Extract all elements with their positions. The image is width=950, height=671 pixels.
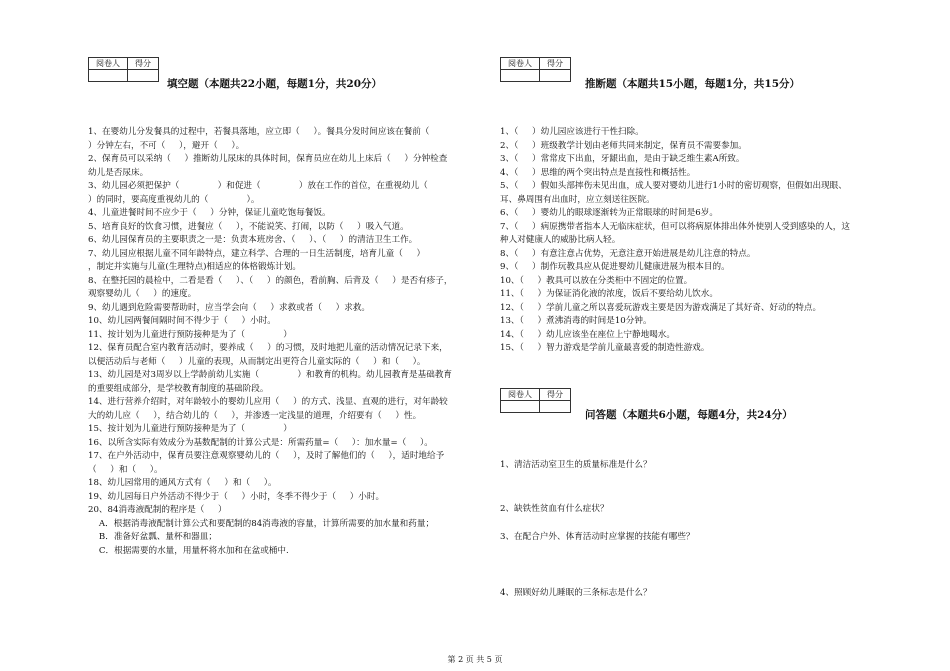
- question-line: A．根据消毒液配制计算公式和要配制的84消毒液的容量，计算所需要的加水量和药量；: [88, 518, 435, 529]
- question-line: 14、（ ）幼儿应该坐在座位上宁静地喝水。: [500, 329, 675, 340]
- question-line: 16、以所含实际有效成分为基数配制的计算公式是：所需药量=（ ）：加水量=（ ）。: [88, 437, 433, 448]
- question-line: 1、在婴幼儿分发餐具的过程中，若餐具落地，应立即（ ）。餐具分发时间应该在餐前（: [88, 127, 430, 137]
- grader-cell[interactable]: [89, 70, 128, 82]
- score-table-judge: [500, 57, 571, 82]
- grader-header: 阅卷人: [89, 58, 128, 70]
- question-line: 5、培育良好的饮食习惯，进餐应（ ），不能说笑、打闹，以防（ ）吸入气道。: [88, 221, 409, 232]
- question-line: C．根据需要的水量，用量杯将水加和在盆或桶中.: [88, 545, 289, 556]
- question-line: 19、幼儿园每日户外活动不得少于（ ）小时，冬季不得少于（ ）小时。: [88, 491, 385, 502]
- question-line: ）分钟左右，不可（ ），避开（ ）。: [88, 140, 245, 151]
- grader-cell[interactable]: [501, 401, 540, 413]
- fill-in-questions: [88, 126, 452, 558]
- question-line: 2、保育员可以采纳（ ）推断幼儿尿床的具体时间，保育员应在幼儿上床后（ ）分钟检查: [88, 154, 448, 164]
- question-line: 6、（ ）婴幼儿的眼球逐渐转为正常眼球的时间是6岁。: [500, 208, 718, 218]
- question-line: 4、（ ）思维的两个突出特点是直接性和概括性。: [500, 167, 696, 178]
- question-line: 7、（ ）病原携带者指本人无临床症状，但可以将病原体排出体外使别人受到感染的人，这: [500, 221, 850, 232]
- score-cell[interactable]: [540, 401, 571, 413]
- question-line: 4、儿童进餐时间不应少于（ ）分钟，保证儿童吃饱每餐饭。: [88, 208, 331, 218]
- question-line: ）的同时，要高度重视幼儿的（ ）。: [88, 194, 260, 205]
- question-line: 3、幼儿园必须把保护（ ）和促进（ ）放在工作的首位，在重视幼儿（: [88, 181, 428, 191]
- question-line: 8、在整托园的晨检中，二看是看（ ）、（ ）的颜色，看前胸、后背及（ ）是否有疹子，: [88, 275, 453, 286]
- question-line: 以便活动后与老师（ ）儿童的表现，从而制定出更符合儿童实际的（ ）和（ ）。: [88, 356, 426, 367]
- question-line: 2、（ ）班级教学计划由老师共同来制定，保育员不需要参加。: [500, 140, 747, 151]
- question-line: 12、（ ）学前儿童之所以喜爱玩游戏主要是因为游戏满足了其好奇、好动的特点。: [500, 302, 822, 313]
- score-header: 得分: [540, 389, 571, 401]
- question-line: B．准备好盆瓢、量杯和器皿；: [88, 532, 217, 542]
- qa-question: 1、清洁活动室卫生的质量标准是什么？: [500, 460, 652, 470]
- score-cell[interactable]: [540, 70, 571, 82]
- question-line: （ ）和（ ）。: [88, 464, 163, 475]
- question-line: 11、（ ）为保证消化液的浓度，饭后不要给幼儿饮水。: [500, 289, 718, 299]
- question-line: 20、84消毒液配制的程序是（ ）: [88, 505, 227, 515]
- question-line: 17、在户外活动中，保育员要注意观察婴幼儿的（ ），及时了解他们的（ ），适时地给予: [88, 451, 445, 461]
- score-cell[interactable]: [128, 70, 159, 82]
- grader-header: 阅卷人: [501, 389, 540, 401]
- question-line: 耳、鼻周围有出血时，应立刻送往医院。: [500, 194, 655, 205]
- question-line: 观察婴幼儿（ ）的速度。: [88, 289, 197, 299]
- question-line: 9、（ ）制作玩教具应从促进婴幼儿健康进展为根本目的。: [500, 262, 730, 272]
- qa-section-title: 问答题（本题共6小题，每题4分，共24分）: [585, 409, 793, 421]
- score-table-qa: [500, 388, 571, 413]
- question-line: 5、（ ）假如头部摔伤未见出血，成人要对婴幼儿进行1小时的密切观察，但假如出现眼、: [500, 181, 847, 191]
- grader-cell[interactable]: [501, 70, 540, 82]
- question-line: 7、幼儿园应根据儿童不同年龄特点，建立科学、合理的一日生活制度，培育儿童（ ）: [88, 248, 426, 259]
- question-line: 18、幼儿园常用的通风方式有（ ）和（ ）。: [88, 478, 277, 488]
- score-header: 得分: [128, 58, 159, 70]
- grader-header: 阅卷人: [501, 58, 540, 70]
- question-line: 14、进行营养介绍时，对年龄较小的婴幼儿应用（ ）的方式、浅显、直观的进行，对年龄较: [88, 397, 448, 407]
- question-line: 15、（ ）智力游戏是学前儿童最喜爱的制造性游戏。: [500, 343, 710, 353]
- fill-in-section-title: 填空题（本题共22小题，每题1分，共20分）: [167, 78, 383, 90]
- qa-question: 4、照顾好幼儿睡眠的三条标志是什么？: [500, 588, 652, 598]
- question-line: 8、（ ）有意注意占优势，无意注意开始进展是幼儿注意的特点。: [500, 248, 756, 259]
- question-line: 11、按计划为儿童进行预防接种是为了（ ）: [88, 329, 292, 340]
- question-line: 10、幼儿园两餐间隔时间不得少于（ ）小时。: [88, 316, 276, 326]
- question-line: 10、（ ）教具可以放在分类柜中不固定的位置。: [500, 275, 693, 286]
- question-line: 种人对健康人的威胁比病人轻。: [500, 235, 621, 245]
- judgment-section-title: 推断题（本题共15小题，每题1分，共15分）: [585, 78, 801, 90]
- question-line: 6、幼儿园保育员的主要职责之一是：负责本班房舍、（ ）、（ ）的清洁卫生工作。: [88, 235, 418, 245]
- question-line: ，制定并实施与儿童(生理特点)相适应的体格锻炼计划。: [88, 262, 301, 272]
- question-line: 的重要组成部分，是学校教育制度的基础阶段。: [88, 383, 269, 394]
- page-footer: 第 2 页 共 5 页: [447, 655, 503, 664]
- qa-question: 3、在配合户外、体育活动时应掌握的技能有哪些？: [500, 532, 695, 542]
- score-header: 得分: [540, 58, 571, 70]
- qa-question: 2、缺铁性贫血有什么症状？: [500, 504, 609, 514]
- question-line: 12、保育员配合室内教育活动时，要养成（ ）的习惯，及时地把儿童的活动情况记录下来，: [88, 343, 448, 353]
- question-line: 9、幼儿遇到危险需要帮助时，应当学会向（ ）求救或者（ ）求救。: [88, 302, 371, 313]
- score-table-fill: [88, 57, 159, 82]
- question-line: 1、（ ）幼儿园应该进行干性扫除。: [500, 127, 644, 137]
- question-line: 3、（ ）常常皮下出血，牙龈出血，是由于缺乏维生素A所致。: [500, 154, 745, 164]
- judgment-questions: [500, 126, 850, 356]
- question-line: 15、按计划为儿童进行预防接种是为了（ ）: [88, 424, 292, 434]
- question-line: 幼儿是否尿床。: [88, 167, 149, 178]
- question-line: 13、幼儿园是对3周岁以上学龄前幼儿实施（ ）和教育的机构。幼儿园教育是基础教育: [88, 370, 453, 380]
- question-line: 大的幼儿应（ ），结合幼儿的（ ），并渗透一定浅显的道理，介绍要有（ ）性。: [88, 410, 422, 421]
- question-line: 13、（ ）煮沸消毒的时间是10分钟。: [500, 316, 652, 326]
